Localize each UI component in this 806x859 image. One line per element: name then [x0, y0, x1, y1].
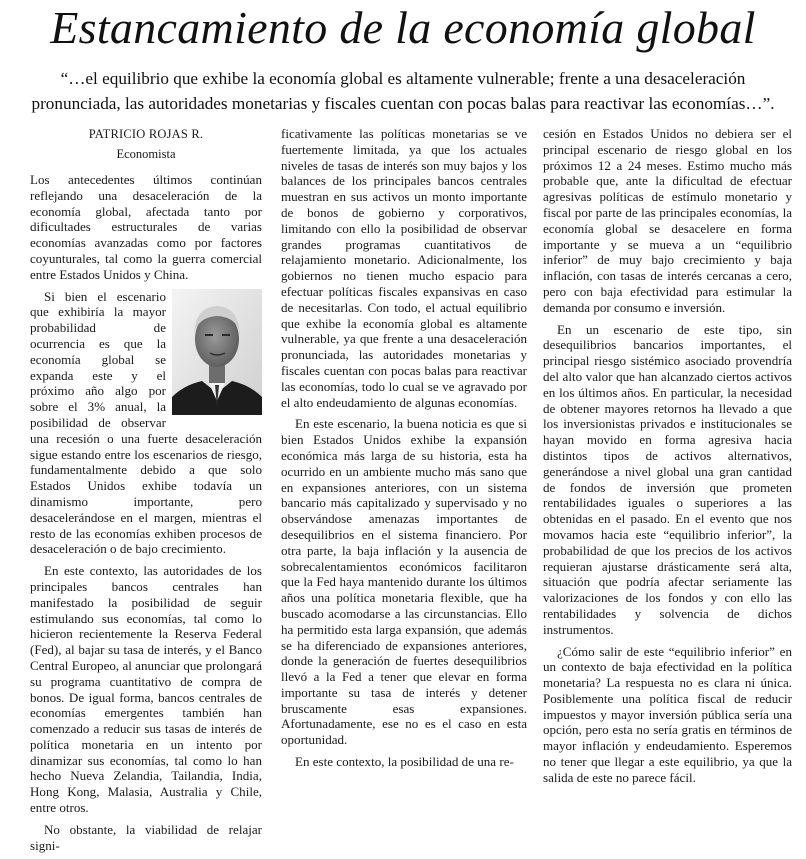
- paragraph: Si bien el escenario que exhibiría la mayor probabilidad de ocurrencia es que la economía global se expanda este y el próximo año algo por sobre el 3% anual, la posibilidad de observar una recesión o una fuerte desaceleración sigue estando entre los escenarios de riesgo, fundamentalmente debido a que solo Estados Unidos exhibe todavía un dinamismo importante, pero desacelerándose en el margen, mientras el resto de las economías exhiben procesos de desaceleración o de bajo crecimiento.: [30, 288, 262, 557]
- column-3: [543, 126, 792, 792]
- author-role: Economista: [116, 147, 176, 161]
- author-photo: [172, 289, 262, 415]
- article-title: Estancamiento de la economía global: [50, 2, 756, 53]
- paragraph: cesión en Estados Unidos no debiera ser el principal escenario de riesgo global en los próximos 12 a 24 meses. Estimo mucho más probable que, ante la dificultad de efectuar agresivas políticas de estímulo monetario y fiscal por parte de las principales economías, la economía global se desacelere en forma importante y se mueva a un “equilibrio inferior” de muy bajo crecimiento y baja inflación, con tasas de interés cercanas a cero, pero con baja efectividad para estimular la demanda por consumo e inversión.: [543, 126, 792, 315]
- paragraph: En este escenario, la buena noticia es que si bien Estados Unidos exhibe la expansión económica más larga de su historia, esta ha ocurrido en un ambiente mucho más sano que en expansiones anteriores, con un sistema bancario más capitalizado y supervisado y no observándose amenazas importantes de desequilibrios en el sistema financiero. Por otra parte, la baja inflación y la ausencia de sobrecalentamientos económicos facilitaron que la Fed haya mantenido durante los últimos años una política monetaria flexible, que ha buscado acomodarse a las circunstancias. Ello ha permitido esta larga expansión, que además se ha diferenciado de expansiones anteriores, donde la generación de fuertes desequilibrios llevó a la Fed a tener que elevar en forma importante su tasa de interés y detener bruscamente esas expansiones. Afortunadamente, ese no es el caso en esta oportunidad.: [281, 416, 527, 748]
- paragraph: En este contexto, la posibilidad de una re-: [295, 754, 514, 770]
- column-2: [281, 126, 527, 776]
- paragraph: ¿Cómo salir de este “equilibrio inferior” en un contexto de baja efectividad en la política monetaria? La respuesta no es clara ni única. Posiblemente una política fiscal de reducir impuestos y mayor inversión pública sería una opción, pero esta no sería gratis en términos de mayor inflación y endeudamiento. Esperemos no tener que llegar a este equilibrio, ya que la salida de este no parece fácil.: [543, 643, 792, 785]
- column-1: [30, 172, 262, 859]
- paragraph: Los antecedentes últimos continúan reflejando una desaceleración de la economía global, afectada tanto por dificultades estructurales de varias economías avanzadas como por factores coyunturales, tal como la guerra comercial entre Estados Unidos y China.: [30, 172, 262, 282]
- author-name: PATRICIO ROJAS R.: [88, 127, 204, 141]
- author-portrait-image: [172, 289, 262, 415]
- byline: [30, 126, 262, 162]
- paragraph: En este contexto, las autoridades de los principales bancos centrales han manifestado la posibilidad de seguir estimulando sus economías, tal como lo hicieron recientemente la Reserva Federal (Fed), al bajar su tasa de interés, y el Banco Central Europeo, al anunciar que prolongará su programa cuantitativo de compra de bonos. De igual forma, bancos centrales de economías emergentes también han comenzado a reducir sus tasas de interés de política monetaria en un intento por dinamizar sus economías, tal como lo han hecho Nueva Zelandia, Tailandia, India, Hong Kong, Malasia, Australia y Chile, entre otros.: [30, 563, 262, 816]
- paragraph: ficativamente las políticas monetarias se ve fuertemente limitada, ya que los actuales niveles de tasas de interés son muy bajos y los balances de los principales bancos centrales muestran en sus activos un monto importante de bonos de gobierno y corporativos, limitando con ello la posibilidad de observar grandes programas cuantitativos de relajamiento monetario. Adicionalmente, los gobiernos no tienen mucho espacio para efectuar políticas fiscales expansivas en caso de necesitarlas. Con todo, el actual equilibrio que exhibe la economía global es altamente vulnerable, ya que frente a una desaceleración pronunciada, las autoridades monetarias y fiscales cuentan con pocas balas para reactivar las economías, todo lo cual se ve agravado por el alto endeudamiento de algunas economías.: [281, 126, 527, 410]
- article-lead-quote: “…el equilibrio que exhibe la economía global es altamente vulnerable; frente a una desaceleración pronunciada, las autoridades monetarias y fiscales cuentan con pocas balas para reactivar las economías…”.: [31, 69, 775, 113]
- paragraph: No obstante, la viabilidad de relajar signi-: [30, 821, 262, 853]
- paragraph: En un escenario de este tipo, sin desequilibrios bancarios importantes, el principal riesgo sistémico asociado provendría del alto valor que han alcanzado ciertos activos en los últimos años. En particular, la necesidad de obtener mayores retornos ha llevado a que los inversionistas privados e institucionales se hayan movido en forma agresiva hacia distintos tipos de activos alternativos, generándose a nivel global una gran cantidad de fondos de inversión que prometen rentabilidades iguales o superiores a las obtenidas en el pasado. En el evento que nos movamos hacia este “equilibrio inferior”, la probabilidad de que los precios de los activos requieran ajustarse drásticamente será alta, situación que podría afectar seriamente las valorizaciones de los fondos y con ello las rentabilidades y solvencia de dichos instrumentos.: [543, 321, 792, 637]
